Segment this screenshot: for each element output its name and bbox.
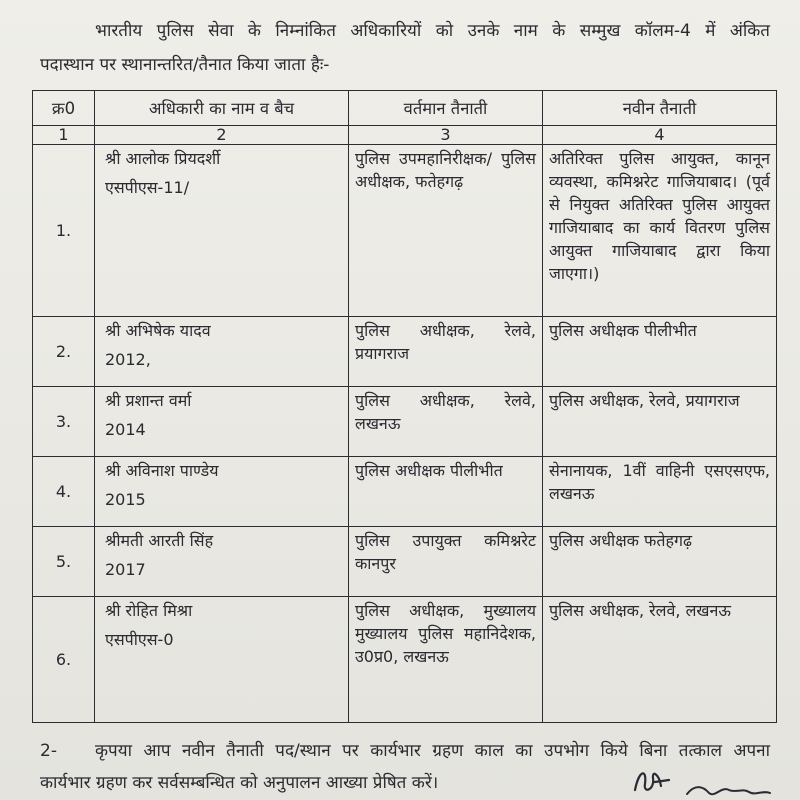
table-header-row: [33, 91, 777, 126]
serial-number: 6.: [33, 597, 95, 723]
new-posting: सेनानायक, 1वीं वाहिनी एसएसएफ, लखनऊ: [543, 457, 777, 527]
new-posting: पुलिस अधीक्षक फतेहगढ़: [543, 527, 777, 597]
instruction-text: कृपया आप नवीन तैनाती पद/स्थान पर कार्यभार ग्रहण काल का उपभोग किये बिना तत्काल अपना: [95, 741, 770, 761]
table-row: [33, 597, 777, 723]
officer-batch: 2014: [105, 420, 146, 439]
new-posting: पुलिस अधीक्षक पीलीभीत: [543, 317, 777, 387]
officer-batch: एसपीएस-0: [105, 630, 174, 649]
officer-batch: 2012,: [105, 350, 151, 369]
officer-name: श्री प्रशान्त वर्मा: [105, 391, 192, 410]
serial-number: 5.: [33, 527, 95, 597]
transfer-table: [32, 90, 777, 723]
current-posting: पुलिस अधीक्षक, मुख्यालय मुख्यालय पुलिस महानिदेशक, उ0प्र0, लखनऊ: [349, 597, 543, 723]
new-posting: अतिरिक्त पुलिस आयुक्त, कानून व्यवस्था, कमिश्नरेट गाजियाबाद। (पूर्व से नियुक्त अतिरिक्त पुलिस आयुक्त गाजियाबाद का कार्य वितरण पुलिस आयुक्त गाजियाबाद द्वारा किया जाएगा।): [543, 145, 777, 317]
header-serial: क्र0: [33, 91, 95, 126]
officer-batch: 2015: [105, 490, 146, 509]
officer-batch: 2017: [105, 560, 146, 579]
current-posting: पुलिस अधीक्षक, रेलवे, लखनऊ: [349, 387, 543, 457]
officer-name: श्री अभिषेक यादव: [105, 321, 211, 340]
table-row: [33, 387, 777, 457]
instruction-line-2: कार्यभार ग्रहण कर सर्वसम्बन्धित को अनुपालन आख्या प्रेषित करें।: [40, 773, 439, 793]
column-number: 3: [349, 126, 543, 145]
officer-name: श्री अविनाश पाण्डेय: [105, 461, 219, 480]
serial-number: 3.: [33, 387, 95, 457]
current-posting: पुलिस अधीक्षक, रेलवे, प्रयागराज: [349, 317, 543, 387]
header-new-posting: नवीन तैनाती: [543, 91, 777, 126]
officer-cell: [95, 527, 349, 597]
handwritten-signature-icon: [625, 760, 775, 800]
intro-paragraph: [40, 14, 770, 82]
officer-name: श्रीमती आरती सिंह: [105, 531, 214, 550]
paragraph-number: 2-: [40, 741, 57, 761]
officer-name: श्री रोहित मिश्रा: [105, 601, 193, 620]
header-officer-name: अधिकारी का नाम व बैच: [95, 91, 349, 126]
officer-cell: [95, 317, 349, 387]
column-number: 2: [95, 126, 349, 145]
new-posting: पुलिस अधीक्षक, रेलवे, प्रयागराज: [543, 387, 777, 457]
column-number-row: [33, 126, 777, 145]
new-posting: पुलिस अधीक्षक, रेलवे, लखनऊ: [543, 597, 777, 723]
officer-name: श्री आलोक प्रियदर्शी: [105, 149, 221, 168]
column-number: 4: [543, 126, 777, 145]
intro-line-2: पदास्थान पर स्थानान्तरित/तैनात किया जाता हैः-: [40, 55, 330, 75]
serial-number: 1.: [33, 145, 95, 317]
officer-batch: एसपीएस-11/: [105, 178, 190, 197]
current-posting: पुलिस उपमहानिरीक्षक/ पुलिस अधीक्षक, फतेहगढ़: [349, 145, 543, 317]
column-number: 1: [33, 126, 95, 145]
current-posting: पुलिस उपायुक्त कमिश्नरेट कानपुर: [349, 527, 543, 597]
table-row: [33, 457, 777, 527]
table-row: [33, 527, 777, 597]
current-posting: पुलिस अधीक्षक पीलीभीत: [349, 457, 543, 527]
officer-cell: [95, 387, 349, 457]
officer-cell: [95, 597, 349, 723]
officer-cell: [95, 145, 349, 317]
table-row: [33, 145, 777, 317]
officer-cell: [95, 457, 349, 527]
intro-line-1: भारतीय पुलिस सेवा के निम्नांकित अधिकारियों को उनके नाम के सम्मुख कॉलम-4 में अंकित: [95, 21, 770, 41]
table-row: [33, 317, 777, 387]
header-current-posting: वर्तमान तैनाती: [349, 91, 543, 126]
serial-number: 4.: [33, 457, 95, 527]
serial-number: 2.: [33, 317, 95, 387]
